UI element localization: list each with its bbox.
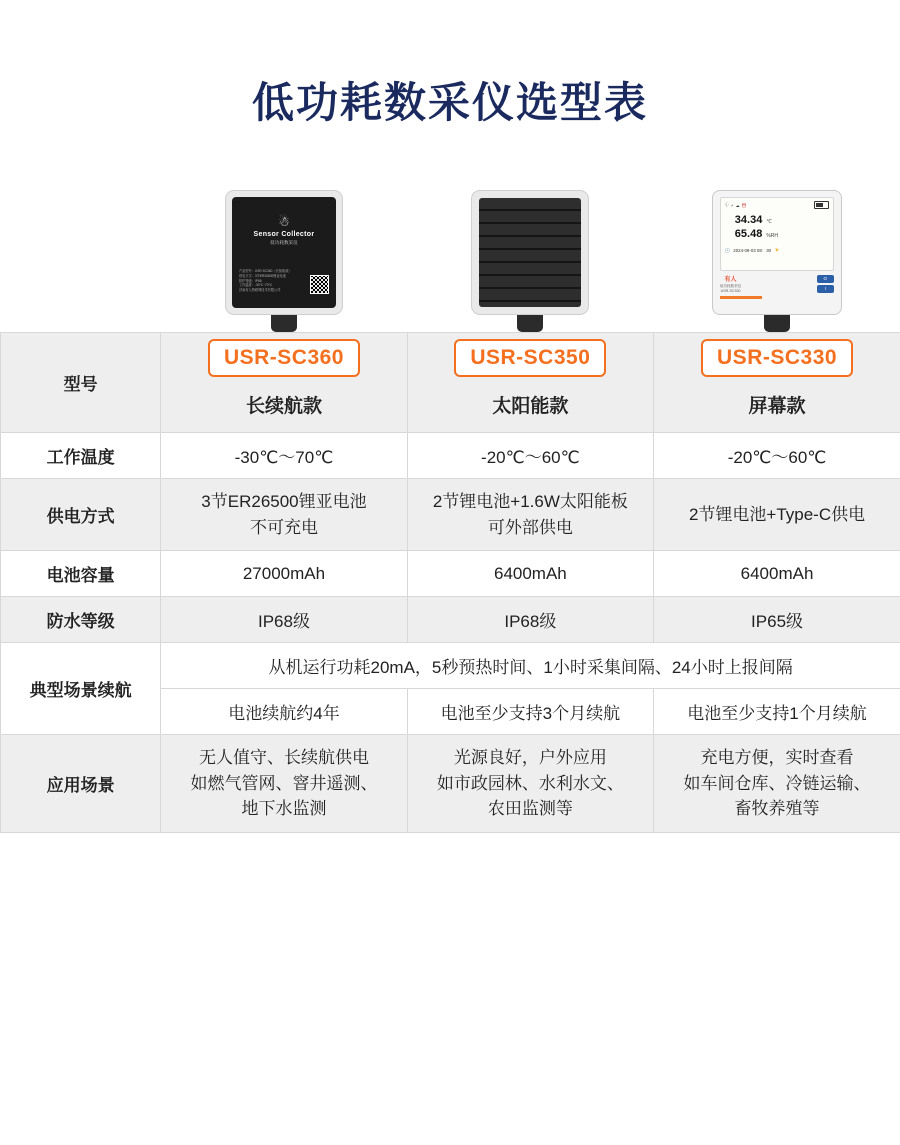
model-subtitle-sc330: 屏幕款: [748, 396, 806, 418]
cell-application-sc360: 无人值守、长续航供电 如燃气管网、窨井遥测、 地下水监测: [161, 735, 407, 833]
sun-icon: ☀: [774, 248, 780, 255]
cell-power-supply-sc360: 3节ER26500锂亚电池 不可充电: [161, 479, 407, 551]
row-label-power-supply: 供电方式: [1, 479, 161, 551]
device-brand-cn-label: 低功耗数采仪: [270, 240, 298, 246]
brand-model-label: USR-SC330: [720, 288, 741, 293]
cell-working-temperature-sc330: -20℃～60℃: [654, 433, 900, 479]
image-row-spacer: [1, 172, 161, 333]
device-screen-logger: [712, 190, 842, 332]
brand-accent-bar: [720, 296, 762, 299]
lcd-status-bar: [725, 201, 829, 209]
cell-working-temperature-sc350: -20℃～60℃: [407, 433, 653, 479]
device-spec-text: 产品型号：USR-SC360（长续航款） 供电方式：3节ER26500锂亚电池 防护等级：IP68 工作温度：-30℃~70℃ 济南有人物联网技术有限公司: [238, 269, 292, 292]
cell-power-supply-sc350: 2节锂电池+1.6W太阳能板 可外部供电: [407, 479, 653, 551]
cell-battery-capacity-sc360: 27000mAh: [161, 551, 407, 597]
bluetooth-icon: ⚡: [730, 202, 734, 208]
lcd-datetime-row: [725, 247, 829, 254]
alarm-icon: ⏰: [741, 202, 747, 208]
row-label-battery-capacity: 电池容量: [1, 551, 161, 597]
model-cell-sc330: [654, 333, 900, 433]
cell-battery-capacity-sc330: 6400mAh: [654, 551, 900, 597]
model-subtitle-sc350: 太阳能款: [492, 396, 569, 418]
spec-table: [0, 172, 900, 833]
model-cell-sc350: [407, 333, 653, 433]
device-solar-logger: [471, 190, 589, 332]
cable-connector: [764, 315, 790, 332]
device-brand-label: Sensor Collector: [253, 231, 315, 239]
cell-power-supply-sc330: 2节锂电池+Type-C供电: [654, 479, 900, 551]
row-label-working-temperature: 工作温度: [1, 433, 161, 479]
cell-endurance-sc330: 电池至少支持1个月续航: [654, 689, 900, 735]
cell-application-sc350: 光源良好，户外应用 如市政园林、水利水文、 农田监测等: [407, 735, 653, 833]
cell-waterproof-sc330: IP65级: [654, 597, 900, 643]
product-image-sc360: [161, 172, 407, 333]
person-icon: ☃: [278, 214, 290, 230]
clock-icon: 🕑: [724, 247, 731, 253]
page-title: 低功耗数采仪选型表: [251, 79, 648, 126]
model-badge-sc330: USR-SC330: [701, 339, 853, 377]
brand-logo: 有人: [724, 276, 737, 283]
row-waterproof-rating: [1, 597, 900, 643]
cell-endurance-sc350: 电池至少支持3个月续航: [407, 689, 653, 735]
qr-code-icon: [310, 275, 329, 294]
cell-waterproof-sc350: IP68级: [407, 597, 653, 643]
row-endurance-note: [1, 643, 900, 689]
device-brand-row: [720, 275, 834, 295]
cell-endurance-sc360: 电池续航约4年: [161, 689, 407, 735]
model-badge-sc350: USR-SC350: [454, 339, 606, 377]
product-image-sc330: [654, 172, 900, 333]
wifi-icon: ☁: [735, 202, 740, 208]
signal-icon: ⓘ: [724, 202, 729, 208]
cell-waterproof-sc360: IP68级: [161, 597, 407, 643]
model-badge-sc360: USR-SC360: [208, 339, 360, 377]
product-image-row: [1, 172, 900, 333]
temperature-reading: 34.34 ℃: [734, 214, 772, 227]
row-model: [1, 333, 900, 433]
row-power-supply: [1, 479, 900, 551]
cable-connector: [517, 315, 543, 332]
humidity-reading: 65.48 %RH: [734, 228, 778, 241]
model-cell-sc360: [161, 333, 407, 433]
power-on-button[interactable]: I: [817, 285, 834, 293]
lcd-readings: [725, 214, 829, 242]
cell-battery-capacity-sc350: 6400mAh: [407, 551, 653, 597]
row-application-scenario: [1, 735, 900, 833]
product-image-sc350: [407, 172, 653, 333]
solar-panel: [479, 198, 581, 307]
row-label-waterproof-rating: 防水等级: [1, 597, 161, 643]
endurance-note-text: 从机运行功耗20mA，5秒预热时间、1小时采集间隔、24小时上报间隔: [161, 643, 900, 689]
cell-working-temperature-sc360: -30℃～70℃: [161, 433, 407, 479]
cable-connector: [271, 315, 297, 332]
row-battery-capacity: [1, 551, 900, 597]
device-dark-logger: [225, 190, 343, 332]
cell-application-sc330: 充电方便，实时查看 如车间仓库、冷链运输、 畜牧养殖等: [654, 735, 900, 833]
row-label-model: 型号: [1, 333, 161, 433]
row-label-endurance: 典型场景续航: [1, 643, 161, 735]
power-off-button[interactable]: O: [817, 275, 834, 283]
model-subtitle-sc360: 长续航款: [245, 396, 322, 418]
lcd-datetime: 2024-09-03 08：30: [733, 247, 772, 253]
brand-sub-label: 低功耗数采仪: [719, 283, 742, 288]
row-working-temperature: [1, 433, 900, 479]
battery-icon: [814, 201, 829, 209]
row-label-application-scenario: 应用场景: [1, 735, 161, 833]
